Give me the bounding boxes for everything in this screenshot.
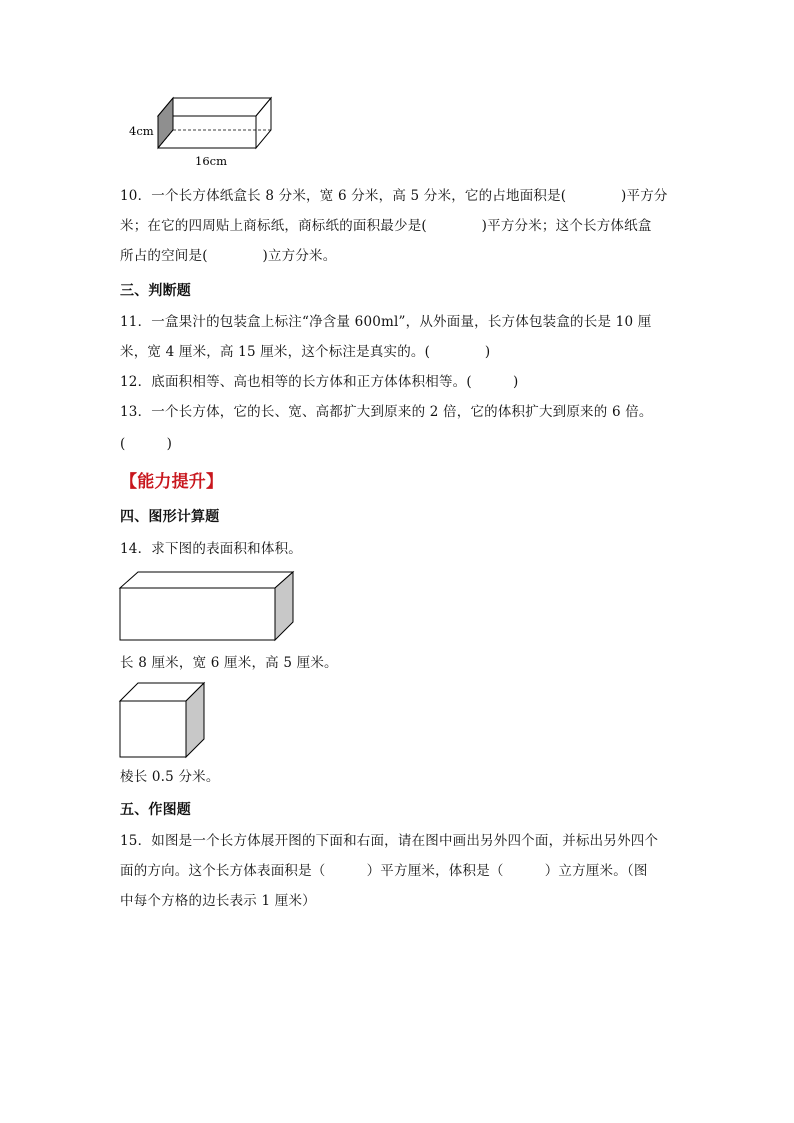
cube-figure-q14	[118, 681, 208, 761]
cube-caption: 棱长 0.5 分米。	[120, 769, 220, 785]
q15-line1: 15．如图是一个长方体展开图的下面和右面，请在图中画出另外四个面，并标出另外四个	[120, 833, 659, 849]
q10-line3: 所占的空间是( )立方分米。	[120, 248, 337, 264]
q11-line2: 米，宽 4 厘米，高 15 厘米，这个标注是真实的。( )	[120, 344, 491, 360]
section3-title: 三、判断题	[120, 283, 191, 299]
cuboid-caption: 长 8 厘米，宽 6 厘米，高 5 厘米。	[120, 655, 338, 671]
cuboid-figure-q14	[118, 570, 298, 645]
q13-line2: ( )	[120, 436, 173, 452]
ability-banner: 【能力提升】	[120, 472, 224, 492]
q14-prompt: 14．求下图的表面积和体积。	[120, 541, 302, 557]
q15-line2: 面的方向。这个长方体表面积是（ ）平方厘米，体积是（ ）立方厘米。（图	[120, 863, 648, 879]
cuboid-figure-top	[125, 95, 285, 170]
q12-line1: 12．底面积相等、高也相等的长方体和正方体体积相等。( )	[120, 374, 519, 390]
q11-line1: 11．一盒果汁的包装盒上标注“净含量 600ml”，从外面量，长方体包装盒的长是 10 厘	[120, 314, 652, 330]
q13-line1: 13．一个长方体，它的长、宽、高都扩大到原来的 2 倍，它的体积扩大到原来的 6 倍。	[120, 404, 653, 420]
section4-title: 四、图形计算题	[120, 509, 220, 525]
q10-line2: 米；在它的四周贴上商标纸，商标纸的面积最少是( )平方分米；这个长方体纸盒	[120, 218, 652, 234]
section5-title: 五、作图题	[120, 802, 191, 818]
q15-line3: 中每个方格的边长表示 1 厘米）	[120, 893, 316, 909]
height-label: 4cm	[129, 124, 154, 138]
q10-line1: 10．一个长方体纸盒长 8 分米，宽 6 分米，高 5 分米，它的占地面积是( )平方分	[120, 188, 668, 204]
length-label: 16cm	[195, 154, 227, 168]
